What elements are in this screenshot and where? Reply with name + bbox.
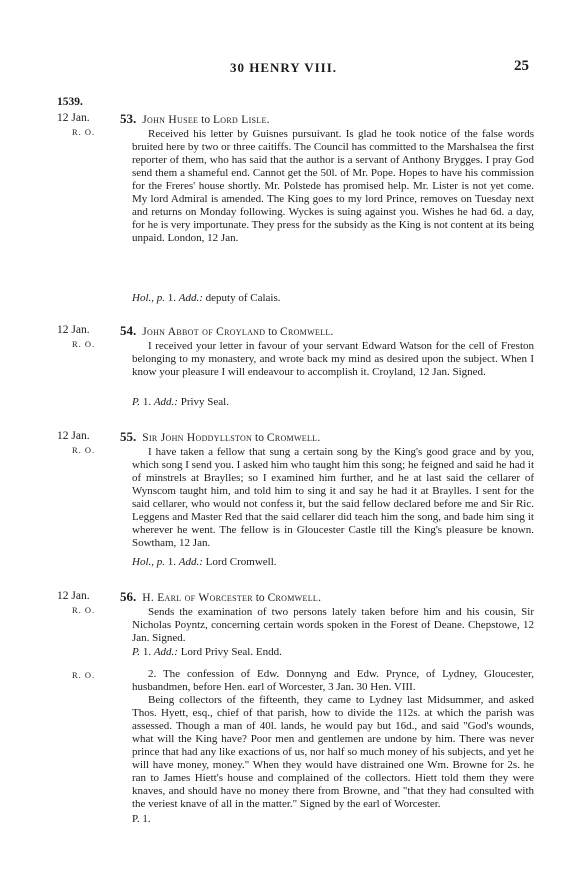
entry-text: I have taken a fellow that sung a certain song by the King's good grace and by you, which song I send you. I asked him who taught him this song; he feigned and said he had it of minstrels at Braylles; so I examined him further, and he at last said the cellarer of Wynscom taught him, and told him to sing it and say he had it at Braylles. I sent for the said cellarer, who would not confess it, but the said fellow declared before me and Sir Ric. Leggens and Master Red that the said cellarer did teach him the song, and bade him sing it wherever he went. The fellow is in Gloucester Castle till the King's pleasure be known. Sowtham, 12 Jan. <box>132 446 534 549</box>
heading-connector: to <box>265 326 280 338</box>
entry-meta <box>132 292 281 305</box>
recipient: Cromwell. <box>280 326 334 338</box>
entry-heading <box>120 112 530 127</box>
meta-desc: P. <box>132 646 141 658</box>
entry-body <box>132 340 534 379</box>
meta-add-label: Add.: <box>153 646 178 658</box>
entry-number: 55. <box>120 429 137 444</box>
record-office-mark: R. O. <box>72 339 96 349</box>
entry-body <box>132 606 534 645</box>
sender: John Abbot of Croyland <box>142 326 266 338</box>
meta-add-label: Add.: <box>178 556 203 568</box>
entry-text: I received your letter in favour of your servant Edward Watson for the cell of Freston belonging to my monastery, and wrote back my mind as desired upon the subject. When I know your pleasure I will endeavour to accomplish it. Croyland, 12 Jan. Signed. <box>132 340 534 378</box>
entry-text: Received his letter by Guisnes pursuivant. Is glad he took notice of the false words bruited here by two or three caitiffs. The Council has committed to the Marshalsea the first reporter of them, who has said that the author is a servant of Anthony Brygges. I pray God send them a shameful end. Cannot get the 50l. of Mr. Pope. Hopes to have his commission for the Freres' house shortly. Mr. Polstede has promised help. Mr. Lister is not yet come. My lord Admiral is amended. The King goes to my lord Prince, removes on Tuesday next and returns on Monday following. Wyckes is suing against you. Wishes he had 6d. a day, for he is very importunate. They press for the subsidy as the King is not content at its being unpaid. London, 12 Jan. <box>132 128 534 244</box>
sender: H. Earl of Worcester <box>142 592 253 604</box>
year-heading: 1539. <box>57 96 83 108</box>
heading-connector: to <box>252 592 268 604</box>
heading-connector: to <box>198 114 213 126</box>
enclosure-confession <box>132 668 534 826</box>
entry-heading <box>120 590 530 605</box>
recipient: Cromwell. <box>266 432 321 444</box>
sender: John Husee <box>142 114 199 126</box>
meta-address: Lord Privy Seal. Endd. <box>177 646 282 658</box>
entry-55 <box>57 429 534 574</box>
entry-56 <box>57 589 534 668</box>
meta-pages: 1. <box>165 556 179 568</box>
meta-address: Privy Seal. <box>177 396 229 408</box>
confession-meta: P. 1. <box>132 813 151 825</box>
heading-connector: to <box>252 432 267 444</box>
entry-text: Sends the examination of two persons lately taken before him and his cousin, Sir Nicholas Poyntz, concerning certain words spoken in the Forest of Deane. Chepstowe, 12 Jan. Signed. <box>132 606 534 644</box>
record-office-mark: R. O. <box>72 605 96 615</box>
entry-54 <box>57 323 534 414</box>
confession-text: Being collectors of the fifteenth, they came to Lydney last Midsummer, and asked Thos. Hyett, esq., chief of that parish, how to divide the 112s. at which the parish was assessed. Though a man of 40l. lands, he would pay but 16d., and said "God's wounds, what will the King have? Poor men and gentlemen are undone by him. There was never prince that had any like exactions of us, nor half so much money of his subjects, and yet he will have money, money." When they would have distrained one Wm. Browne for 2s. he ran to James Hiett's house and complained of the collectors. Hiett told them they were knaves, and should have no money there from Browne, and "that they had consulted with the veriest knave of all in the matter." Signed by the earl of Worcester. <box>132 694 534 810</box>
entry-body <box>132 446 534 550</box>
confession-title: 2. The confession of Edw. Donnyng and Edw. Prynce, of Lydney, Gloucester, husbandmen, before Hen. earl of Worcester, 3 Jan. 30 Hen. VIII. <box>132 668 534 693</box>
meta-address: Lord Cromwell. <box>202 556 277 568</box>
record-office-mark: R. O. <box>72 670 96 680</box>
entry-date: 12 Jan. <box>57 324 90 336</box>
recipient: Cromwell. <box>267 592 322 604</box>
page-header <box>0 60 567 82</box>
meta-pages: 1. <box>140 646 154 658</box>
entry-date: 12 Jan. <box>57 112 90 124</box>
entry-53 <box>57 111 534 308</box>
running-title: 30 HENRY VIII. <box>229 60 338 75</box>
entry-date: 12 Jan. <box>57 590 90 602</box>
entry-heading <box>120 430 530 445</box>
meta-pages: 1. <box>140 396 154 408</box>
page-number: 25 <box>514 58 529 74</box>
entry-meta <box>132 556 277 569</box>
sender: Sir John Hoddyllston <box>142 432 253 444</box>
entry-body <box>132 128 534 245</box>
entry-meta <box>132 646 282 659</box>
entry-number: 54. <box>120 323 137 338</box>
entry-number: 56. <box>120 589 137 604</box>
recipient: Lord Lisle. <box>212 114 270 126</box>
entry-date: 12 Jan. <box>57 430 90 442</box>
meta-add-label: Add.: <box>153 396 178 408</box>
meta-desc: Hol., p. <box>132 556 165 568</box>
entry-number: 53. <box>120 111 137 126</box>
entry-meta <box>132 396 229 409</box>
meta-add-label: Add.: <box>178 292 203 304</box>
meta-desc: P. <box>132 396 141 408</box>
record-office-mark: R. O. <box>72 445 96 455</box>
meta-pages: 1. <box>165 292 179 304</box>
entry-heading <box>120 324 530 339</box>
meta-desc: Hol., p. <box>132 292 165 304</box>
meta-address: deputy of Calais. <box>202 292 281 304</box>
record-office-mark: R. O. <box>72 127 96 137</box>
